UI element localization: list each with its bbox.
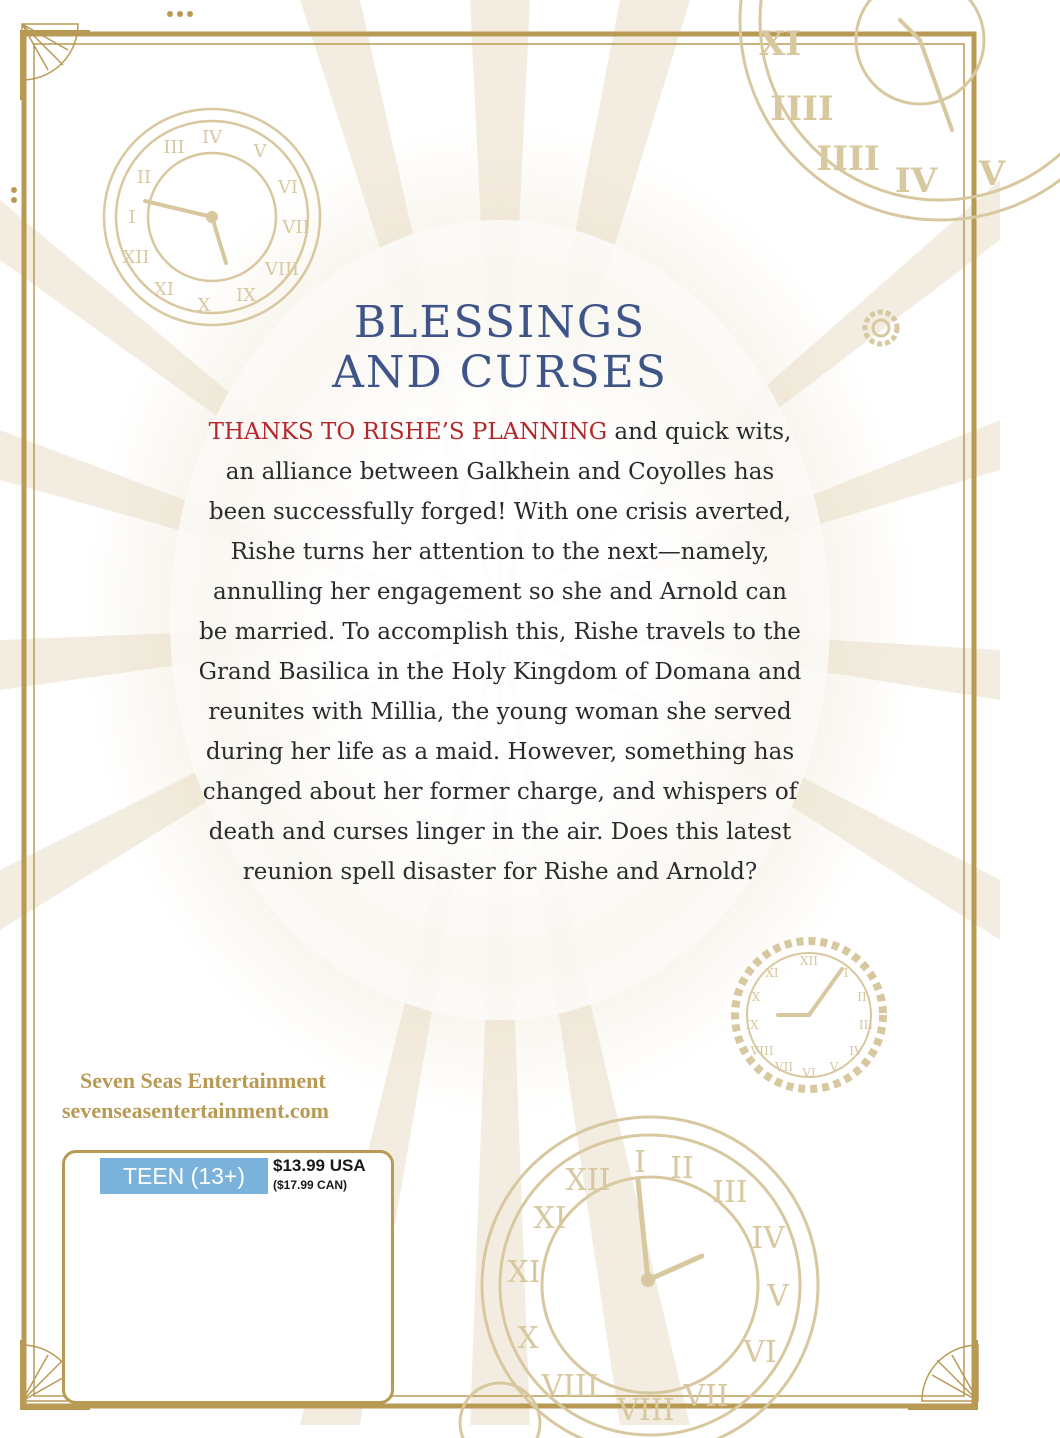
- svg-text:VIII: VIII: [541, 1369, 599, 1404]
- synopsis-line: and quick wits,: [607, 419, 792, 445]
- svg-text:XI: XI: [154, 279, 174, 300]
- svg-text:IX: IX: [745, 1018, 759, 1032]
- publisher-block: [60, 1066, 400, 1126]
- svg-text:VIII: VIII: [750, 1044, 774, 1058]
- synopsis-line: been successfully forged! With one crisis averted,: [208, 499, 792, 525]
- synopsis-line: an alliance between Galkhein and Coyolles has: [225, 459, 775, 485]
- book-title-line-2: AND CURSES: [332, 347, 668, 398]
- book-title: [250, 298, 750, 398]
- svg-text:V: V: [978, 154, 1006, 194]
- corner-fan-bottom-right-icon: [912, 1335, 982, 1405]
- svg-text:VII: VII: [282, 217, 310, 238]
- clock-top-right-icon: [720, 0, 1060, 220]
- svg-text:I: I: [843, 966, 849, 980]
- svg-text:XII: XII: [122, 247, 150, 268]
- synopsis-line: be married. To accomplish this, Rishe travels to the: [199, 619, 801, 645]
- price-box: [62, 1150, 394, 1404]
- svg-text:IV: IV: [751, 1221, 785, 1256]
- svg-text:X: X: [197, 295, 211, 316]
- synopsis-line: death and curses linger in the air. Does this latest: [208, 819, 792, 845]
- corner-fan-top-left-icon: [18, 20, 88, 90]
- svg-text:VIII: VIII: [264, 259, 300, 280]
- svg-text:VII: VII: [774, 1060, 794, 1074]
- synopsis-line: changed about her former charge, and whispers of: [202, 779, 798, 805]
- svg-text:II: II: [136, 167, 152, 188]
- publisher-name: Seven Seas Entertainment: [80, 1068, 326, 1093]
- svg-text:II: II: [857, 990, 867, 1004]
- synopsis-line: during her life as a maid. However, something has: [205, 739, 795, 765]
- svg-text:XI: XI: [758, 24, 802, 64]
- svg-text:VIII: VIII: [617, 1393, 675, 1428]
- gear-icon: [856, 303, 906, 353]
- clock-gear-right-icon: [724, 935, 894, 1095]
- clock-bottom-small-icon: [455, 1378, 545, 1438]
- price-usd: $13.99 USA: [273, 1156, 366, 1175]
- svg-text:III: III: [858, 1018, 874, 1032]
- synopsis-line: Rishe turns her attention to the next—namely,: [230, 539, 770, 565]
- svg-text:III: III: [163, 137, 185, 158]
- synopsis-line: annulling her engagement so she and Arnold can: [213, 579, 787, 605]
- svg-text:VI: VI: [802, 1066, 816, 1080]
- svg-text:XI: XI: [507, 1255, 541, 1290]
- svg-text:I: I: [128, 207, 136, 228]
- synopsis-line: Grand Basilica in the Holy Kingdom of Domana and: [198, 659, 802, 685]
- svg-text:IV: IV: [201, 127, 223, 148]
- svg-text:IIII: IIII: [816, 139, 880, 179]
- publisher-url[interactable]: sevenseasentertainment.com: [62, 1098, 329, 1123]
- svg-text:IV: IV: [894, 161, 938, 201]
- svg-text:XI: XI: [533, 1201, 567, 1236]
- svg-text:VI: VI: [743, 1335, 777, 1370]
- svg-text:X: X: [517, 1321, 539, 1356]
- book-title-line-1: BLESSINGS: [353, 297, 647, 348]
- synopsis-line: reunites with Millia, the young woman she served: [208, 699, 792, 725]
- age-rating-badge: TEEN (13+): [100, 1158, 268, 1194]
- svg-text:XII: XII: [565, 1163, 611, 1198]
- svg-text:IV: IV: [849, 1044, 863, 1058]
- svg-text:II: II: [670, 1151, 694, 1186]
- svg-text:IIII: IIII: [770, 89, 834, 129]
- synopsis-line: reunion spell disaster for Rishe and Arnold?: [242, 859, 758, 885]
- synopsis: [150, 412, 850, 892]
- svg-text:V: V: [829, 1060, 839, 1074]
- svg-text:IX: IX: [236, 285, 256, 306]
- svg-text:III: III: [712, 1175, 748, 1210]
- svg-text:VII: VII: [683, 1379, 729, 1414]
- svg-text:XII: XII: [799, 954, 819, 968]
- svg-text:I: I: [634, 1145, 646, 1180]
- svg-text:VI: VI: [277, 177, 299, 198]
- svg-text:V: V: [767, 1279, 789, 1314]
- price-can: ($17.99 CAN): [273, 1178, 348, 1192]
- svg-text:V: V: [253, 141, 267, 162]
- svg-text:X: X: [751, 990, 761, 1004]
- clock-upper-left-icon: [100, 105, 325, 330]
- svg-text:XI: XI: [765, 966, 779, 980]
- synopsis-lead: THANKS TO RISHE’S PLANNING: [208, 419, 608, 445]
